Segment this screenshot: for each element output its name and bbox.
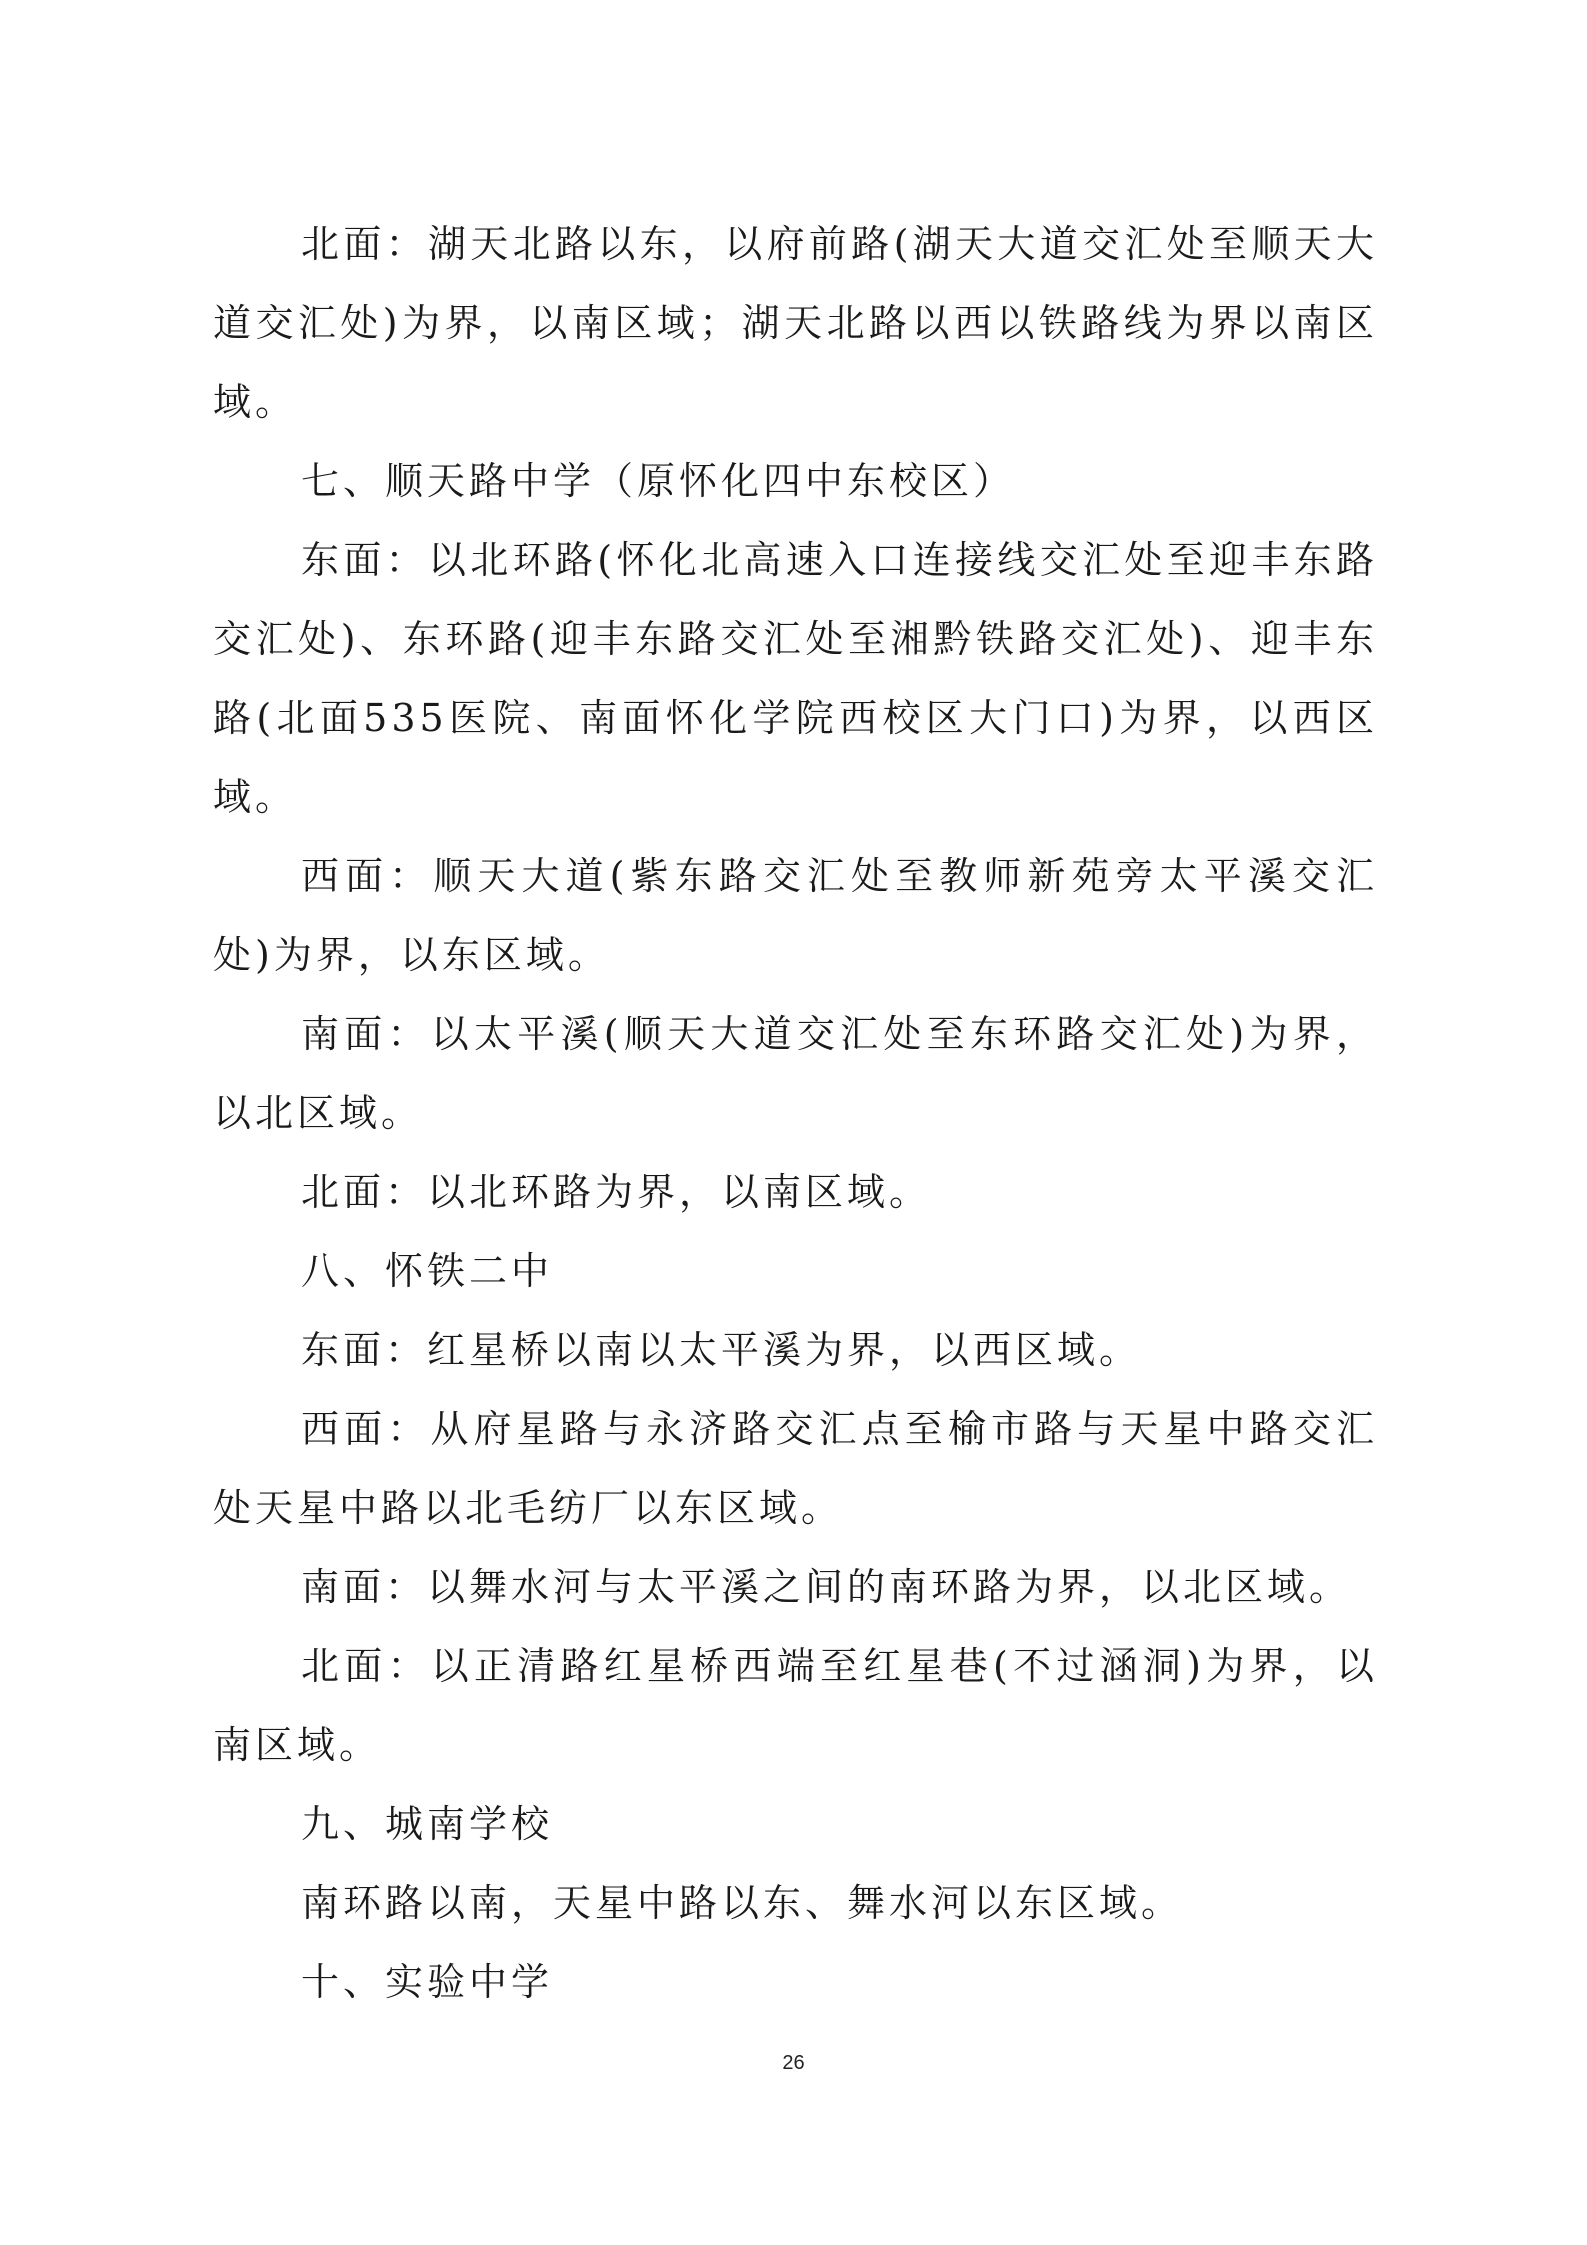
- paragraph-north-boundary-3: 北面：以正清路红星桥西端至红星巷(不过涵洞)为界，以南区域。: [213, 1644, 1378, 1767]
- paragraph-west-boundary-2: 西面：从府星路与永济路交汇点至榆市路与天星中路交汇处天星中路以北毛纺厂以东区域。: [213, 1407, 1378, 1530]
- paragraph-east-boundary-2: 东面：红星桥以南以太平溪为界，以西区域。: [301, 1328, 1142, 1372]
- section-heading-experimental-middle-school: 十、实验中学: [301, 1960, 554, 2004]
- paragraph-south-boundary-2: 南面：以舞水河与太平溪之间的南环路为界，以北区域。: [301, 1565, 1352, 1609]
- section-heading-chengnan-school: 九、城南学校: [301, 1802, 554, 1846]
- section-heading-shuntianlu-middle-school: 七、顺天路中学（原怀化四中东校区）: [301, 459, 1016, 503]
- paragraph-chengnan-area: 南环路以南，天星中路以东、舞水河以东区域。: [301, 1881, 1184, 1925]
- document-body: [213, 205, 1378, 2022]
- paragraph-south-boundary-1: 南面：以太平溪(顺天大道交汇处至东环路交汇处)为界，以北区域。: [213, 1012, 1378, 1135]
- page-number: 26: [782, 2052, 805, 2074]
- paragraph-west-boundary-1: 西面：顺天大道(紫东路交汇处至教师新苑旁太平溪交汇处)为界，以东区域。: [213, 854, 1378, 977]
- section-heading-huaitie-no2-middle-school: 八、怀铁二中: [301, 1249, 554, 1293]
- paragraph-north-boundary-2: 北面：以北环路为界，以南区域。: [301, 1170, 932, 1214]
- paragraph-east-boundary-1: 东面：以北环路(怀化北高速入口连接线交汇处至迎丰东路交汇处)、东环路(迎丰东路交汇处至湘黔铁路交汇处)、迎丰东路(北面535医院、南面怀化学院西校区大门口)为界，以西区域。: [213, 538, 1378, 819]
- paragraph-north-boundary-1: 北面：湖天北路以东，以府前路(湖天大道交汇处至顺天大道交汇处)为界，以南区域；湖天北路以西以铁路线为界以南区域。: [213, 222, 1378, 424]
